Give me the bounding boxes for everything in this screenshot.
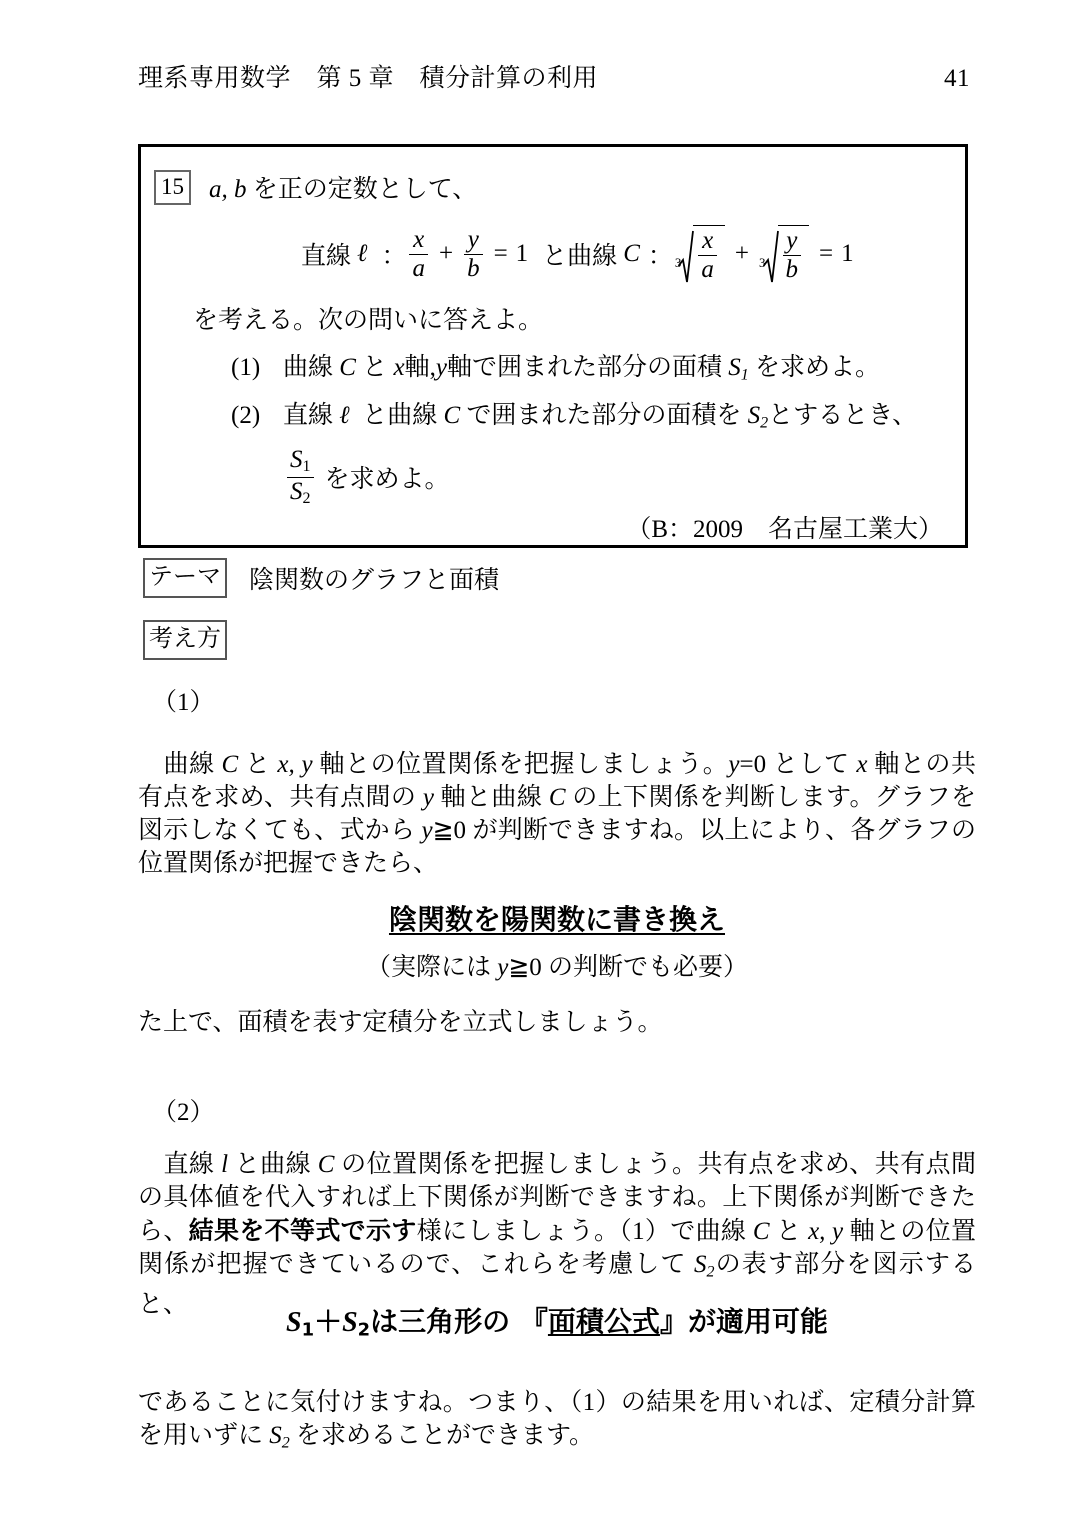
fraction-x-over-a (409, 227, 428, 283)
problem-box (138, 144, 968, 548)
section-1-heading-block (138, 898, 976, 983)
problem-item-1 (221, 347, 880, 384)
problem-intro (209, 169, 477, 205)
page-header (138, 58, 970, 94)
problem-ratio-line (284, 447, 450, 508)
equation-plus-1: + (438, 240, 454, 268)
fraction-numerator-x: x (413, 225, 425, 253)
root-numerator-x: x (702, 227, 714, 254)
problem-vars: a, b (209, 176, 247, 203)
fraction-numerator-y: y (467, 225, 479, 253)
problem-statement-line (154, 169, 477, 205)
ratio-denominator: S2 (287, 477, 314, 508)
section-2-paragraph: 直線 l と曲線 C の位置関係を把握しましょう。共有点を求め、共有点間の具体値を代入すれば上下関係が判断できますね。上下関係が判断できたら、結果を不等式で示す様にしましょう。（1）で曲線 C と x, y 軸との位置関係が把握できているので、これらを考慮して $S_2$の表す部分を図示すると、 (138, 1151, 977, 1319)
fraction-denominator-b: b (464, 254, 483, 282)
equation-curve-symbol: C (623, 240, 640, 268)
page-number: 41 (944, 65, 970, 92)
problem-attribution: （B：2009 名古屋工業大） (626, 516, 943, 543)
root-denominator-b: b (783, 255, 802, 283)
section-1-heading: 陰関数を陽関数に書き換え (388, 903, 725, 936)
section-1-heading-subtitle: （実際には y≧0 の判断でも必要） (365, 954, 749, 981)
equation-plus-2: + (734, 240, 749, 268)
equation-colon-2: ： (647, 243, 673, 271)
approach-label-box: 考え方 (143, 620, 227, 660)
problem-item-2-text: 直線 ℓ と曲線 C で囲まれた部分の面積を $S_2$とするとき、 (283, 402, 918, 432)
section-2-emphasis: 結果を不等式で示す (188, 1216, 417, 1245)
root-denominator-a: a (698, 255, 717, 283)
fraction-S1-over-S2 (287, 447, 314, 508)
page-header-title: 理系専用数学 第 5 章 積分計算の利用 (138, 65, 599, 92)
equation-ell-symbol: ℓ (357, 240, 368, 268)
problem-number-box: 15 (154, 170, 191, 205)
problem-item-2-number: (2) (231, 402, 261, 429)
root-numerator-y: y (786, 227, 798, 254)
equation-equals-2: = (819, 240, 834, 268)
theme-text: 陰関数のグラフと面積 (249, 567, 500, 594)
section-2-heading: S1＋S2は三角形の 『面積公式』が適用可能 (286, 1305, 828, 1341)
problem-intro-text: を正の定数として、 (252, 176, 478, 203)
theme-label-box: テーマ (143, 558, 227, 598)
radicand-x-over-a (693, 225, 725, 284)
fraction-denominator-a: a (409, 254, 428, 282)
equation-one-1: 1 (515, 240, 529, 268)
equation-equals-1: = (493, 240, 508, 268)
problem-item-1-number: (1) (231, 354, 261, 381)
ratio-numerator: S1 (290, 446, 311, 475)
root-index-2: 3 (759, 255, 766, 271)
cube-root-y-over-b (759, 225, 809, 284)
equation-conjunction: と曲線 (542, 243, 618, 271)
section-2-heading-underlined: 面積公式 (547, 1305, 660, 1338)
problem-equation (301, 225, 854, 284)
fraction-y-over-b-root (783, 228, 802, 284)
fraction-y-over-b (464, 227, 483, 283)
theme-row (143, 558, 499, 598)
section-2-heading-block (138, 1300, 976, 1340)
fraction-x-over-a-root (698, 228, 717, 284)
section-1-paragraph: 曲線 C と x, y 軸との位置関係を把握しましょう。y=0 として x 軸との共有点を求め、共有点間の y 軸と曲線 C の上下関係を判断します。グラフを図示しなくても、式から y≧0 が判断できますね。以上により、各グラフの位置関係が把握できたら、 (138, 751, 976, 877)
equation-colon-1: ： (381, 243, 407, 271)
problem-lead-text: を考える。次の問いに答えよ。 (193, 307, 544, 334)
problem-item-1-text: 曲線 C と x軸,y軸で囲まれた部分の面積 $S_1$ を求めよ。 (283, 354, 880, 384)
approach-row (143, 620, 227, 660)
root-index-1: 3 (674, 255, 682, 271)
cube-root-x-over-a (675, 225, 725, 284)
equation-line-prefix: 直線 (301, 243, 352, 271)
section-1-closing-paragraph: た上で、面積を表す定積分を立式しましょう。 (138, 1009, 663, 1036)
equation-one-2: 1 (841, 240, 854, 268)
section-1-label: （1） (152, 689, 215, 716)
section-2-label: （2） (152, 1099, 215, 1126)
section-2-closing-paragraph: であることに気付けますね。つまり、（1）の結果を用いれば、定積分計算を用いずに $S_2$ を求めることができます。 (138, 1389, 976, 1452)
radicand-y-over-b (778, 225, 810, 284)
problem-item-2 (221, 395, 917, 432)
problem-ratio-tail: を求めよ。 (324, 466, 450, 494)
